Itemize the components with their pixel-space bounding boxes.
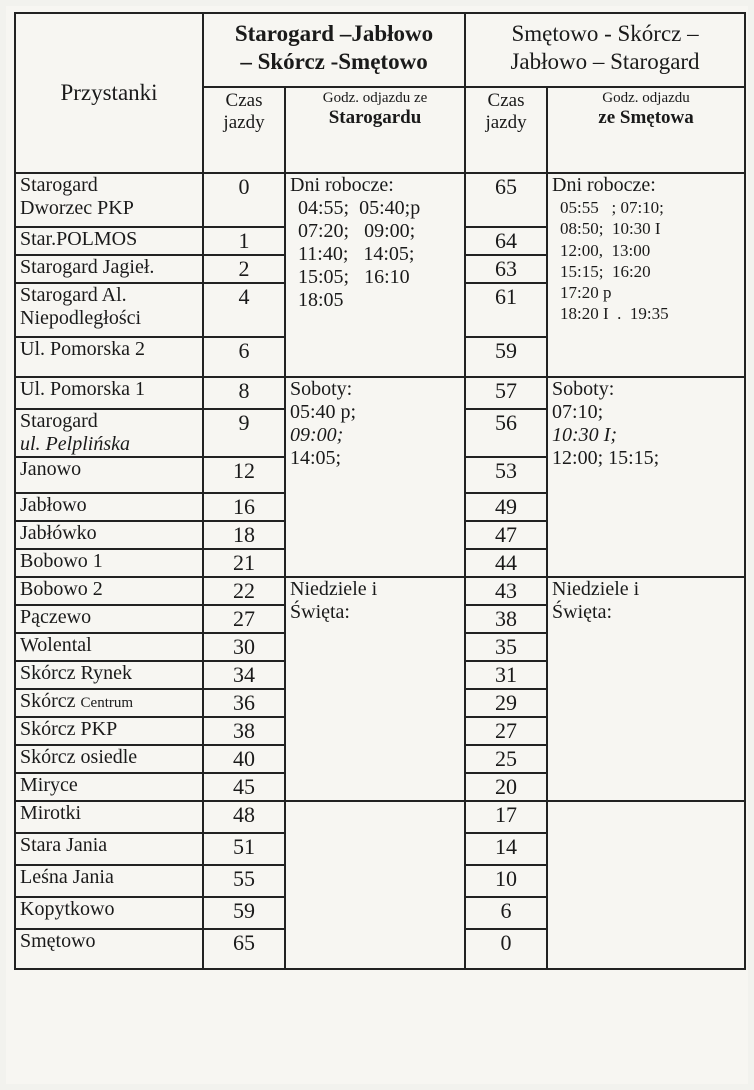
- route2-title: [465, 13, 745, 87]
- stop-name-line: Skórcz Rynek: [20, 662, 132, 684]
- travel-time-header-2: [465, 87, 547, 173]
- departure-times-line: 11:40; 14:05;: [298, 243, 415, 265]
- travel-time-return: 20: [465, 773, 547, 801]
- travel-time-outbound: 21: [203, 549, 285, 577]
- travel-time-outbound: 12: [203, 457, 285, 493]
- route1-title: [203, 13, 465, 87]
- stops-header: Przystanki: [15, 13, 203, 173]
- schedule-label: Święta:: [552, 601, 613, 623]
- schedule-return-empty: [547, 801, 745, 969]
- departure-header-2-line2: ze Smętowa: [598, 107, 694, 129]
- travel-time-outbound: 38: [203, 717, 285, 745]
- stop-name-line: Mirotki: [20, 802, 82, 824]
- travel-time-outbound: 27: [203, 605, 285, 633]
- stop-name-line: Miryce: [20, 774, 78, 796]
- route2-title-line1: Smętowo - Skórcz –: [511, 21, 699, 46]
- travel-time-return: 17: [465, 801, 547, 833]
- stop-name-line: ul. Pelplińska: [20, 433, 130, 455]
- departure-times-line: 14:05;: [290, 447, 342, 469]
- travel-time-return: 10: [465, 865, 547, 897]
- travel-time-line1: Czas: [225, 90, 263, 111]
- travel-time-return: 14: [465, 833, 547, 865]
- stop-name: [15, 409, 203, 457]
- stop-name-line: Skórcz PKP: [20, 718, 118, 740]
- stop-name: [15, 377, 203, 409]
- travel-time-return: 57: [465, 377, 547, 409]
- stop-name-line: Janowo: [20, 458, 82, 480]
- departure-times-line: 05:55 ; 07:10;: [560, 198, 664, 217]
- route1-title-line2: – Skórcz -Smętowo: [240, 48, 428, 74]
- stop-name: [15, 605, 203, 633]
- stop-name: [15, 717, 203, 745]
- stop-name: [15, 457, 203, 493]
- schedule-outbound-empty: [285, 801, 465, 969]
- stop-name-line: Centrum: [80, 695, 134, 711]
- schedule-label: Święta:: [290, 601, 350, 623]
- route2-title-line2: Jabłowo – Starogard: [510, 48, 700, 74]
- departure-times-line: 18:20 I . 19:35: [560, 304, 669, 324]
- departure-times-line: 07:20; 09:00;: [298, 220, 416, 242]
- departure-times-line: 15:05; 16:10: [298, 266, 410, 288]
- departure-header-1: [285, 87, 465, 173]
- schedule-label: Niedziele i: [290, 578, 378, 600]
- travel-time-line1: Czas: [487, 90, 525, 111]
- timetable-sheet: [6, 6, 748, 1084]
- stop-name-line: Jabłowo: [20, 494, 87, 516]
- travel-time-outbound: 51: [203, 833, 285, 865]
- travel-time-outbound: 4: [203, 283, 285, 337]
- travel-time-return: 43: [465, 577, 547, 605]
- departure-times-line: 12:00; 15:15;: [552, 447, 660, 469]
- schedule-outbound-saturdays: [285, 377, 465, 577]
- stop-name: [15, 897, 203, 929]
- travel-time-return: 44: [465, 549, 547, 577]
- travel-time-outbound: 1: [203, 227, 285, 255]
- travel-time-outbound: 34: [203, 661, 285, 689]
- schedule-return-saturdays: [547, 377, 745, 577]
- stop-name: [15, 929, 203, 969]
- travel-time-return: 38: [465, 605, 547, 633]
- departure-times-line: 17:20 p: [560, 283, 612, 302]
- stop-name: [15, 227, 203, 255]
- table-row: [15, 577, 745, 605]
- travel-time-outbound: 9: [203, 409, 285, 457]
- stop-name: [15, 283, 203, 337]
- stop-name-line: Bobowo 1: [20, 550, 103, 572]
- stop-name: [15, 689, 203, 717]
- travel-time-return: 25: [465, 745, 547, 773]
- stop-name: [15, 337, 203, 377]
- stop-name-line: Skórcz: [20, 690, 81, 712]
- stop-name: [15, 745, 203, 773]
- stop-name-line: Starogard: [20, 410, 98, 432]
- schedule-return-weekdays: [547, 173, 745, 377]
- travel-time-return: 63: [465, 255, 547, 283]
- travel-time-outbound: 36: [203, 689, 285, 717]
- stop-name: [15, 493, 203, 521]
- travel-time-outbound: 55: [203, 865, 285, 897]
- travel-time-outbound: 65: [203, 929, 285, 969]
- travel-time-outbound: 30: [203, 633, 285, 661]
- stop-name-line: Stara Jania: [20, 834, 108, 856]
- travel-time-header-1: [203, 87, 285, 173]
- stop-name-line: Starogard Al.: [20, 284, 127, 306]
- stop-name-line: Leśna Jania: [20, 866, 114, 888]
- schedule-label: Soboty:: [290, 378, 353, 400]
- departure-times-line: 18:05: [298, 289, 344, 311]
- stop-name-line: Bobowo 2: [20, 578, 103, 600]
- travel-time-return: 0: [465, 929, 547, 969]
- travel-time-return: 65: [465, 173, 547, 227]
- stop-name: [15, 801, 203, 833]
- departure-times-line: 05:40 p;: [290, 401, 357, 423]
- stop-name-line: Dworzec PKP: [20, 197, 134, 219]
- travel-time-return: 29: [465, 689, 547, 717]
- travel-time-outbound: 40: [203, 745, 285, 773]
- stop-name-line: Skórcz osiedle: [20, 746, 138, 768]
- stop-name: [15, 521, 203, 549]
- stop-name-line: Ul. Pomorska 1: [20, 378, 145, 400]
- schedule-label: Soboty:: [552, 378, 615, 400]
- schedule-label: Dni robocze:: [552, 174, 656, 196]
- stop-name-line: Jabłówko: [20, 522, 97, 544]
- stop-name: [15, 173, 203, 227]
- stop-name: [15, 661, 203, 689]
- travel-time-outbound: 48: [203, 801, 285, 833]
- stop-name: [15, 773, 203, 801]
- stop-name: [15, 833, 203, 865]
- travel-time-return: 6: [465, 897, 547, 929]
- departure-times-line: 04:55; 05:40;p: [298, 197, 421, 219]
- schedule-label: Niedziele i: [552, 578, 640, 600]
- schedule-outbound-weekdays: [285, 173, 465, 377]
- stop-name-line: Wolental: [20, 634, 92, 656]
- route1-title-line1: Starogard –Jabłowo: [234, 21, 434, 46]
- table-row: [15, 377, 745, 409]
- stop-name: [15, 865, 203, 897]
- travel-time-outbound: 45: [203, 773, 285, 801]
- departure-times-line: 07:10;: [552, 401, 604, 423]
- travel-time-outbound: 0: [203, 173, 285, 227]
- table-row: [15, 173, 745, 227]
- travel-time-outbound: 18: [203, 521, 285, 549]
- departure-header-1-line2: Starogardu: [328, 107, 422, 129]
- stop-name-line: Star.POLMOS: [20, 228, 138, 250]
- schedule-outbound-sundays: [285, 577, 465, 801]
- travel-time-return: 53: [465, 457, 547, 493]
- travel-time-outbound: 2: [203, 255, 285, 283]
- travel-time-outbound: 22: [203, 577, 285, 605]
- travel-time-outbound: 8: [203, 377, 285, 409]
- stop-name: [15, 549, 203, 577]
- travel-time-outbound: 59: [203, 897, 285, 929]
- departure-header-2-line1: Godz. odjazdu: [602, 90, 690, 106]
- travel-time-return: 56: [465, 409, 547, 457]
- stop-name-line: Pączewo: [20, 606, 92, 628]
- stop-name-line: Smętowo: [20, 930, 96, 952]
- departure-header-2: [547, 87, 745, 173]
- travel-time-return: 27: [465, 717, 547, 745]
- departure-header-1-line1: Godz. odjazdu ze: [322, 90, 428, 106]
- stop-name: [15, 255, 203, 283]
- travel-time-outbound: 16: [203, 493, 285, 521]
- departure-times-line: 09:00;: [290, 424, 344, 446]
- timetable: [14, 12, 746, 970]
- stop-name: [15, 577, 203, 605]
- travel-time-return: 31: [465, 661, 547, 689]
- stop-name-line: Starogard: [20, 174, 98, 196]
- departure-times-line: 10:30 I;: [552, 424, 617, 446]
- travel-time-return: 59: [465, 337, 547, 377]
- departure-times-line: 12:00, 13:00: [560, 240, 651, 260]
- stop-name-line: Ul. Pomorska 2: [20, 338, 145, 360]
- travel-time-return: 64: [465, 227, 547, 255]
- stop-name-line: Starogard Jagieł.: [20, 256, 155, 278]
- travel-time-outbound: 6: [203, 337, 285, 377]
- travel-time-return: 35: [465, 633, 547, 661]
- departure-times-line: 15:15; 16:20: [560, 261, 651, 281]
- travel-time-return: 49: [465, 493, 547, 521]
- schedule-return-sundays: [547, 577, 745, 801]
- travel-time-line2: jazdy: [223, 111, 265, 133]
- stop-name: [15, 633, 203, 661]
- travel-time-line2: jazdy: [485, 111, 527, 133]
- travel-time-return: 61: [465, 283, 547, 337]
- travel-time-return: 47: [465, 521, 547, 549]
- stop-name-line: Niepodległości: [20, 307, 142, 329]
- table-row: [15, 801, 745, 833]
- stop-name-line: Kopytkowo: [20, 898, 115, 920]
- schedule-label: Dni robocze:: [290, 174, 394, 196]
- departure-times-line: 08:50; 10:30 I: [560, 219, 661, 239]
